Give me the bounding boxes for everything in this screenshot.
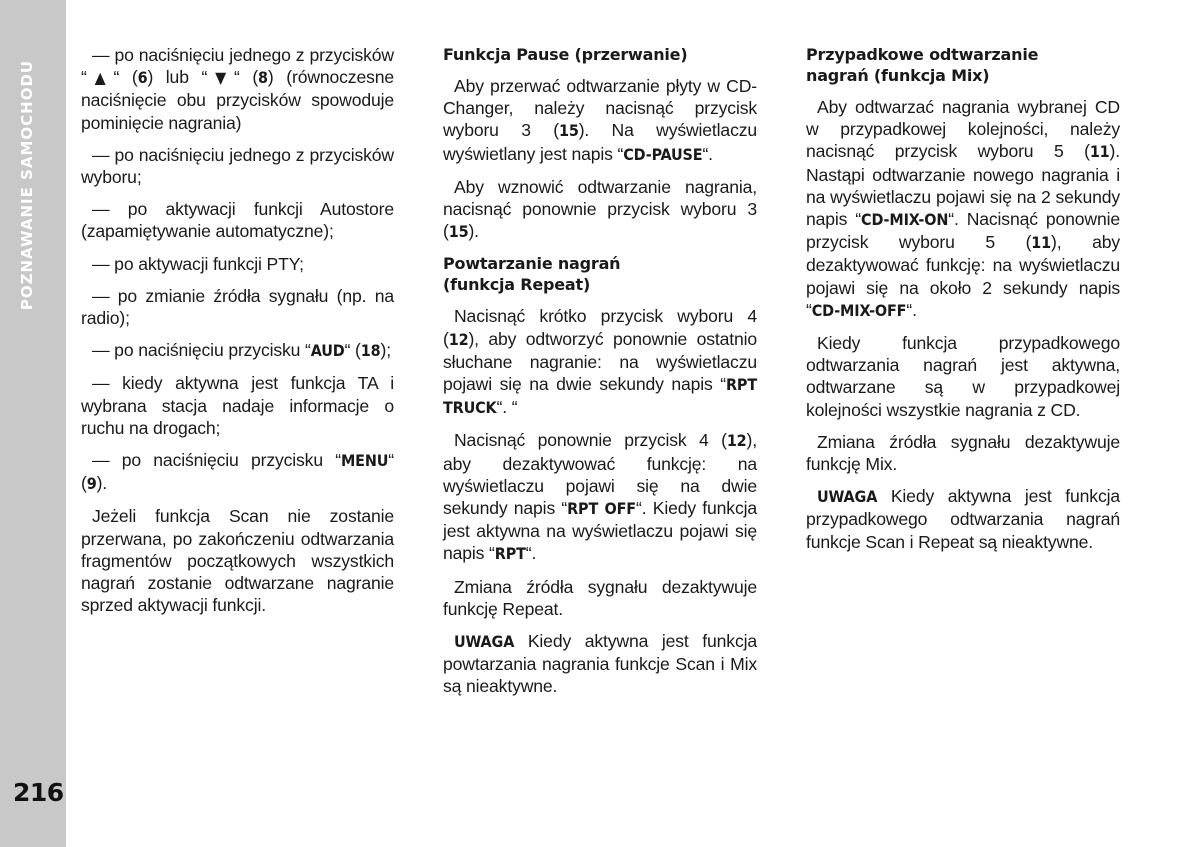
paragraph: Aby przerwać odtwarzanie płyty w CD-Changer, należy nacisnąć przycisk wyboru 3 (15). Na wyświetlaczu wyświetlany jest napis “CD-PAUSE“. bbox=[443, 76, 757, 164]
section-label: POZNAWANIE SAMOCHODU bbox=[18, 59, 36, 311]
heading-mix: Przypadkowe odtwarzanie nagrań (funkcja Mix) bbox=[806, 45, 1039, 85]
column-1 bbox=[81, 44, 394, 626]
paragraph: Kiedy funkcja przypadkowego odtwarzania nagrań jest aktywna, odtwarzane są w przypadkowej kolejności wszystkie nagrania z CD. bbox=[806, 333, 1120, 420]
heading-pause: Funkcja Pause (przerwanie) bbox=[443, 45, 688, 64]
page-number: 216 bbox=[13, 778, 64, 807]
column-2 bbox=[443, 44, 757, 708]
note-paragraph: UWAGA Kiedy aktywna jest funkcja przypadkowego odtwarzania nagrań funkcje Scan i Repeat są nieaktywne. bbox=[806, 486, 1120, 552]
list-item: — po aktywacji funkcji PTY; bbox=[92, 253, 304, 274]
paragraph: Jeżeli funkcja Scan nie zostanie przerwana, po zakończeniu odtwarzania fragmentów początkowych wszystkich nagrań zostanie odtwarzane nagranie sprzed aktywacji funkcji. bbox=[81, 506, 394, 616]
paragraph: Zmiana źródła sygnału dezaktywuje funkcję Mix. bbox=[806, 431, 1120, 475]
heading-repeat: Powtarzanie nagrań (funkcja Repeat) bbox=[443, 254, 621, 295]
paragraph: Aby wznowić odtwarzanie nagrania, nacisnąć ponownie przycisk wyboru 3 (15). bbox=[443, 176, 757, 242]
paragraph: Nacisnąć ponownie przycisk 4 (12), aby dezaktywować funkcję: na wyświetlaczu pojawi się na dwie sekundy napis “RPT OFF“. Kiedy funkcja jest aktywna na wyświetlaczu pojawi się napis “RPT“. bbox=[443, 430, 757, 564]
list-item: — po naciśnięciu przycisku “AUD“ (18); bbox=[92, 340, 391, 361]
side-bar bbox=[0, 0, 66, 847]
list-item: — kiedy aktywna jest funkcja TA i wybrana stacja nadaje informacje o ruchu na drogach; bbox=[81, 373, 394, 438]
paragraph: Aby odtwarzać nagrania wybranej CD w przypadkowej kolejności, należy nacisnąć przycisk wyboru 5 (11). Nastąpi odtwarzanie nowego nagrania i na wyświetlaczu pojawi się na 2 sekundy napis “CD-MIX-ON“. Nacisnąć ponownie przycisk wyboru 5 (11), aby dezaktywować funkcję: na wyświetlaczu pojawi się na około 2 sekundy napis “CD-MIX-OFF“. bbox=[806, 97, 1120, 320]
list-item: — po naciśnięciu jednego z przycisków wyboru; bbox=[81, 144, 394, 188]
list-item: — po zmianie źródła sygnału (np. na radio); bbox=[81, 285, 394, 329]
column-3 bbox=[806, 44, 1120, 563]
paragraph: Nacisnąć krótko przycisk wyboru 4 (12), aby odtworzyć ponownie ostatnio słuchane nagranie: na wyświetlaczu pojawi się na dwie sekundy napis “RPT TRUCK“. “ bbox=[443, 306, 757, 418]
list-item: — po naciśnięciu przycisku “MENU“ (9). bbox=[81, 450, 394, 494]
note-paragraph: UWAGA Kiedy aktywna jest funkcja powtarzania nagrania funkcje Scan i Mix są nieaktywne. bbox=[443, 631, 757, 697]
list-item: — po aktywacji funkcji Autostore (zapamiętywanie automatyczne); bbox=[81, 199, 394, 242]
paragraph: Zmiana źródła sygnału dezaktywuje funkcję Repeat. bbox=[443, 576, 757, 619]
list-item: — po naciśnięciu jednego z przycisków “▲“ (6) lub “▼“ (8) (równoczesne naciśnięcie obu przycisków spowoduje pominięcie nagrania) bbox=[81, 45, 395, 133]
